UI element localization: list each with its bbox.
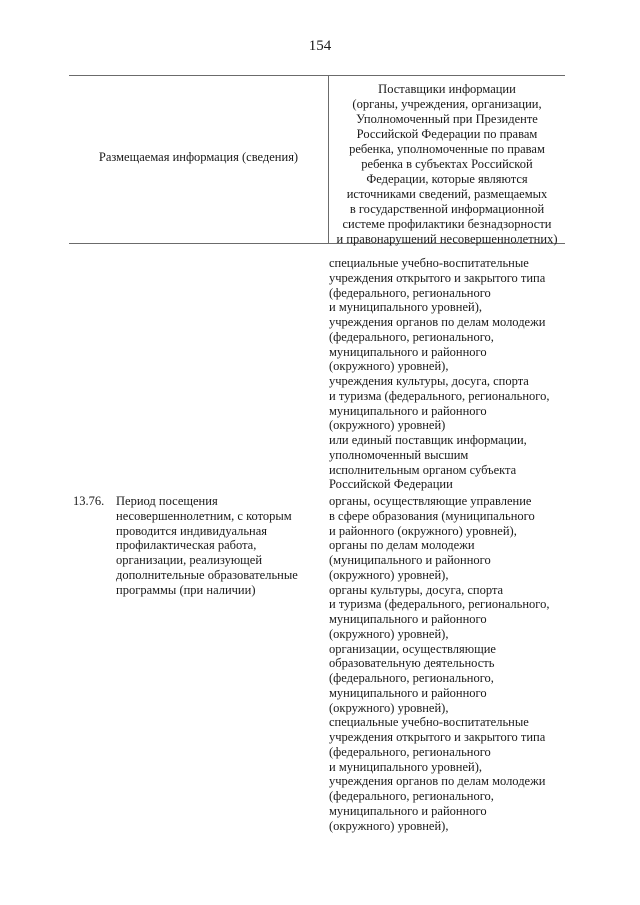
header-providers-line: системе профилактики безнадзорности [342,217,552,231]
provider-line: учреждения органов по делам молодежи [329,315,546,329]
provider-line: и районного (окружного) уровней), [329,523,517,538]
provider-line: Российской Федерации [329,477,453,492]
info-line: несовершеннолетним, с которым [116,508,292,523]
info-line: профилактическая работа, [116,538,257,553]
provider-line: муниципального и районного [329,685,487,700]
provider-line: (окружного) уровней), [329,567,449,582]
table-top-rule [69,75,565,76]
header-providers-line: Уполномоченный при Президенте [356,112,538,126]
provider-line: (федерального, регионального, [329,329,494,344]
provider-line: уполномоченный высшим [329,447,469,462]
provider-line: (окружного) уровней), [329,626,449,641]
header-info-column: Размещаемая информация (сведения) [98,150,299,164]
provider-line: образовательную деятельность [329,656,495,671]
provider-line: специальные учебно-воспитательные [329,715,529,730]
info-line: организации, реализующей [116,553,263,567]
provider-line: (окружного) уровней), [329,700,449,715]
row-number: 13.76. [73,494,105,508]
provider-line: учреждения органов по делам молодежи [329,774,546,789]
provider-line: (окружного) уровней) [329,418,446,433]
provider-line: учреждения культуры, досуга, спорта [329,374,529,388]
info-line: дополнительные образовательные [116,567,298,582]
provider-line: и туризма (федерального, регионального, [329,388,550,403]
header-providers-line: Российской Федерации по правам [356,127,538,141]
provider-line: (муниципального и районного [329,553,491,567]
header-providers-line: ребенка в субъектах Российской [361,157,533,171]
provider-line: и муниципального уровней), [329,300,483,315]
provider-line: (окружного) уровней), [329,818,449,833]
provider-line: органы по делам молодежи [329,538,475,553]
provider-line: муниципального и районного [329,612,487,626]
header-providers-line: источниками сведений, размещаемых [346,187,548,201]
provider-line: муниципального и районного [329,344,487,359]
info-line: программы (при наличии) [116,582,256,597]
header-providers-line: (органы, учреждения, организации, [352,97,542,111]
provider-line: органы, осуществляющие управление [329,494,532,508]
provider-line: (федерального, регионального [329,744,491,759]
row-providers-cell [329,494,550,833]
row-info-cell [116,494,298,597]
header-providers-line: Федерации, которые являются [366,172,528,186]
provider-line: и муниципального уровней), [329,759,483,774]
provider-line: и туризма (федерального, регионального, [329,597,550,612]
header-providers-column [329,82,565,247]
header-providers-line: и правонарушений несовершеннолетних) [336,232,558,246]
page-number: 154 [308,38,332,54]
header-providers-line: в государственной информационной [349,202,545,216]
provider-line: учреждения открытого и закрытого типа [329,730,546,744]
provider-line: исполнительным органом субъекта [329,462,517,477]
provider-line: (федерального, регионального [329,285,491,300]
header-providers-line: ребенка, уполномоченные по правам [349,142,545,156]
provider-line: органы культуры, досуга, спорта [329,582,504,597]
provider-line: (окружного) уровней), [329,359,449,374]
info-line: Период посещения [116,494,218,508]
provider-line: организации, осуществляющие [329,641,496,656]
provider-line: (федерального, регионального, [329,789,494,803]
provider-line: специальные учебно-воспитательные [329,256,529,270]
provider-line: в сфере образования (муниципального [329,508,535,523]
provider-line: учреждения открытого и закрытого типа [329,270,546,285]
provider-line: (федерального, регионального, [329,671,494,685]
continued-providers-cell [329,256,550,492]
provider-line: муниципального и районного [329,803,487,818]
provider-line: или единый поставщик информации, [329,433,527,447]
header-providers-line: Поставщики информации [378,82,516,96]
provider-line: муниципального и районного [329,403,487,418]
info-line: проводится индивидуальная [116,523,268,538]
